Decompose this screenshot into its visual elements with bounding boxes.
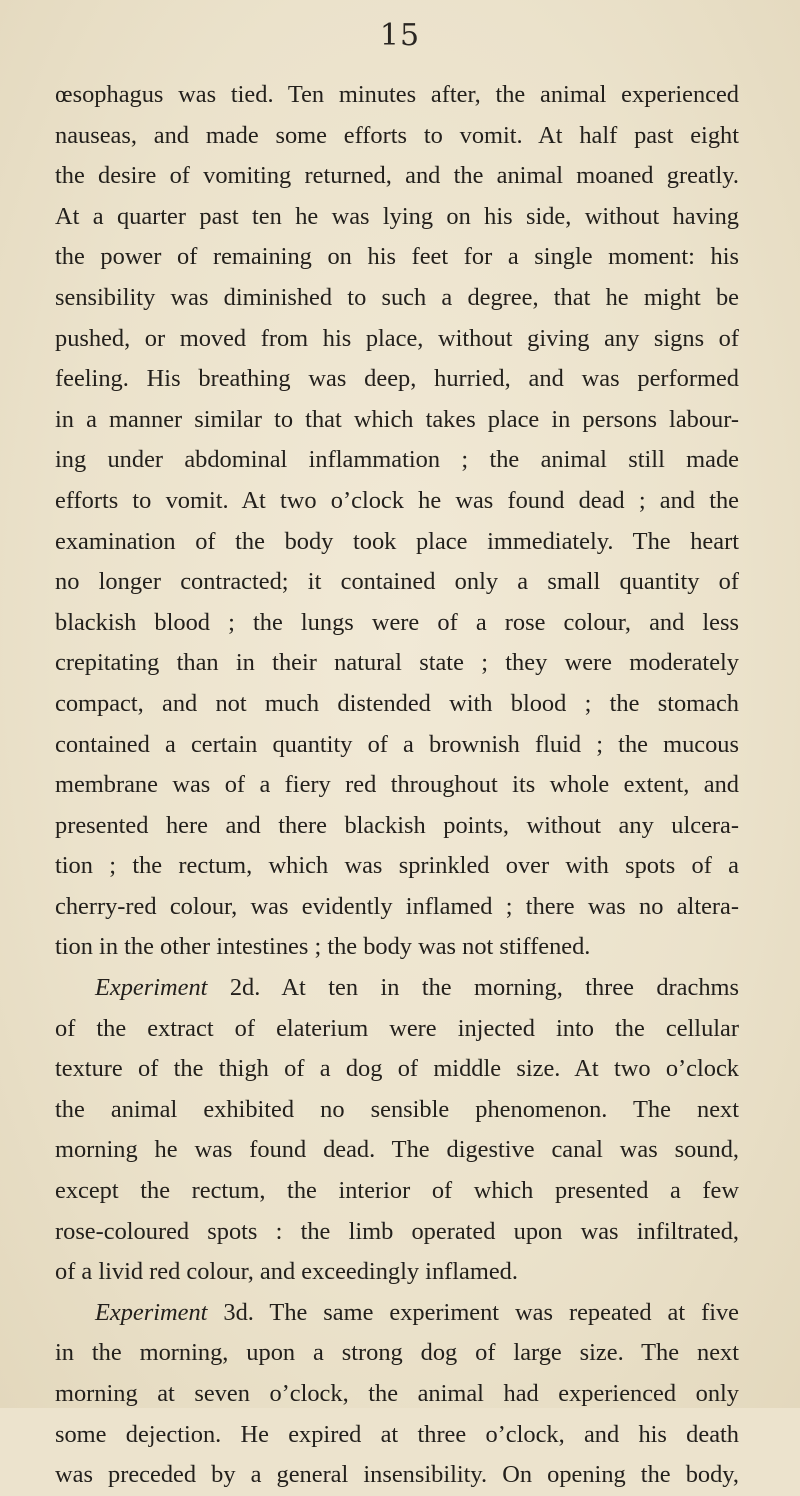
text-line: blackish blood ; the lungs were of a rose colour, and less [55,608,739,636]
text-line: pushed, or moved from his place, without giving any signs of [55,324,739,352]
text-line: examination of the body took place immediately. The heart [55,527,739,555]
text-line: nauseas, and made some efforts to vomit. At half past eight [55,121,739,149]
text-line: rose-coloured spots : the limb operated upon was infiltrated, [55,1217,739,1245]
text-line: in the morning, upon a strong dog of large size. The next [55,1339,739,1367]
text-line: was preceded by a general insensibility. On opening the body, [55,1461,739,1489]
text-line: some dejection. He expired at three o’clock, and his death [55,1420,739,1448]
experiment-2-first-line-text: 2d. At ten in the morning, three drachms [229,974,739,1002]
paragraph-end-line: tion in the other intestines ; the body was not stiffened. [55,933,591,961]
text-line: cherry-red colour, was evidently inflamed ; there was no altera- [55,892,739,920]
text-line: At a quarter past ten he was lying on his side, without having [55,202,739,230]
text-line: no longer contracted; it contained only a small quantity of [55,568,739,596]
text-line: the desire of vomiting returned, and the animal moaned greatly. [55,162,739,190]
experiment-3-label: Experiment [95,1298,208,1326]
experiment-2-label: Experiment [95,974,208,1002]
text-line: texture of the thigh of a dog of middle size. At two o’clock [55,1055,739,1083]
text-line: ing under abdominal inflammation ; the animal still made [55,446,739,474]
text-line: in a manner similar to that which takes place in persons labour- [55,405,739,433]
experiment-2-first-line [55,968,739,1009]
text-line: the power of remaining on his feet for a single moment: his [55,243,739,271]
experiment-3-first-line [55,1293,739,1334]
text-line: sensibility was diminished to such a degree, that he might be [55,283,739,311]
body-text [55,75,739,1496]
text-line: except the rectum, the interior of which presented a few [55,1177,739,1205]
text-line: œsophagus was tied. Ten minutes after, the animal experienced [55,81,739,108]
text-line: of the extract of elaterium were injected into the cellular [55,1014,739,1042]
text-line: feeling. His breathing was deep, hurried, and was performed [55,365,739,393]
text-line: membrane was of a fiery red throughout its whole extent, and [55,771,739,799]
text-line: compact, and not much distended with blood ; the stomach [55,689,739,717]
experiment-3-first-line-text: 3d. The same experiment was repeated at five [223,1298,739,1326]
text-line: the animal exhibited no sensible phenomenon. The next [55,1095,739,1123]
text-line: morning he was found dead. The digestive canal was sound, [55,1136,739,1164]
text-line: crepitating than in their natural state ; they were moderately [55,649,739,677]
page-number: 15 [379,18,421,53]
text-line: efforts to vomit. At two o’clock he was found dead ; and the [55,486,739,514]
text-line: contained a certain quantity of a brownish fluid ; the mucous [55,730,739,758]
text-line: tion ; the rectum, which was sprinkled over with spots of a [55,852,739,880]
text-line: presented here and there blackish points, without any ulcera- [55,811,739,839]
paragraph-end-line: of a livid red colour, and exceedingly inflamed. [55,1258,518,1286]
text-line: morning at seven o’clock, the animal had experienced only [55,1380,739,1407]
